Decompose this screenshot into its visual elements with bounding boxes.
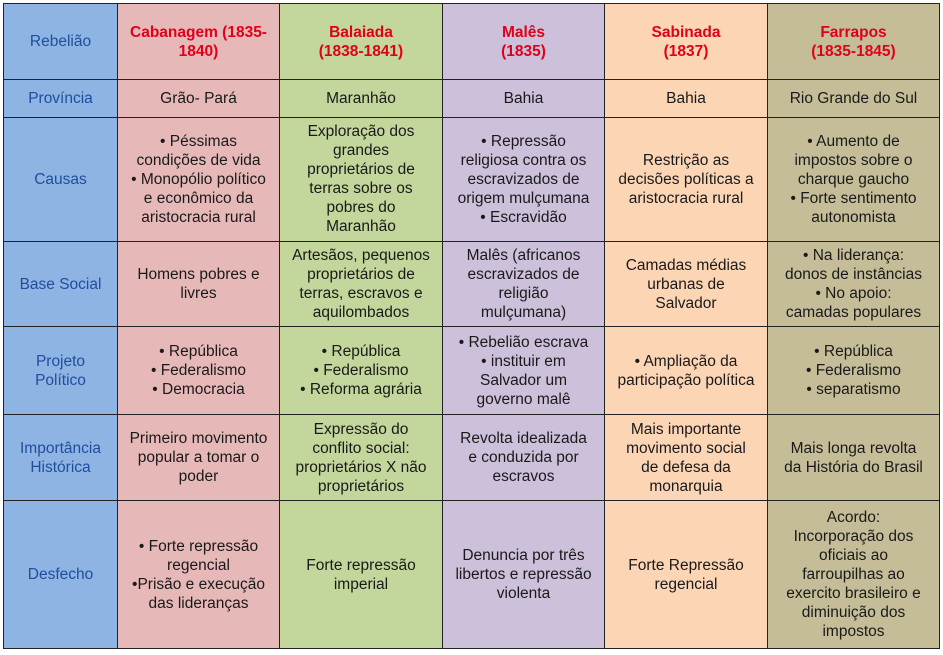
provincia-farrapos: Rio Grande do Sul xyxy=(768,80,940,117)
desfecho-farrapos: Acordo: Incorporação dos oficiais ao farroupilhas ao exercito brasileiro e diminuição dos impostos xyxy=(768,501,940,649)
row-desfecho xyxy=(4,501,940,649)
label-provincia: Província xyxy=(4,80,118,117)
label-importancia: Importância Histórica xyxy=(4,414,118,500)
causas-cabanagem: • Péssimas condições de vida • Monopólio político e econômico da aristocracia rural xyxy=(118,117,280,242)
header-cabanagem: Cabanagem (1835- 1840) xyxy=(118,4,280,80)
projeto-cabanagem: • República • Federalismo • Democracia xyxy=(118,327,280,414)
row-causas xyxy=(4,117,940,242)
label-rebeliao: Rebelião xyxy=(4,4,118,80)
base-social-cabanagem: Homens pobres e livres xyxy=(118,242,280,327)
importancia-cabanagem: Primeiro movimento popular a tomar o poder xyxy=(118,414,280,500)
base-social-balaiada: Artesãos, pequenos proprietários de terras, escravos e aquilombados xyxy=(280,242,443,327)
header-males: Malês (1835) xyxy=(443,4,605,80)
desfecho-balaiada: Forte repressão imperial xyxy=(280,501,443,649)
importancia-sabinada: Mais importante movimento social de defesa da monarquia xyxy=(605,414,768,500)
row-importancia xyxy=(4,414,940,500)
label-causas: Causas xyxy=(4,117,118,242)
base-social-farrapos: • Na liderança: donos de instâncias • No apoio: camadas populares xyxy=(768,242,940,327)
provincia-sabinada: Bahia xyxy=(605,80,768,117)
row-provincia xyxy=(4,80,940,117)
causas-males: • Repressão religiosa contra os escravizados de origem mulçumana • Escravidão xyxy=(443,117,605,242)
provincia-males: Bahia xyxy=(443,80,605,117)
causas-sabinada: Restrição as decisões políticas a aristocracia rural xyxy=(605,117,768,242)
row-rebeliao xyxy=(4,4,940,80)
projeto-balaiada: • República • Federalismo • Reforma agrária xyxy=(280,327,443,414)
row-base-social xyxy=(4,242,940,327)
header-sabinada: Sabinada (1837) xyxy=(605,4,768,80)
projeto-males: • Rebelião escrava • instituir em Salvador um governo malê xyxy=(443,327,605,414)
desfecho-males: Denuncia por três libertos e repressão violenta xyxy=(443,501,605,649)
label-base-social: Base Social xyxy=(4,242,118,327)
provincia-balaiada: Maranhão xyxy=(280,80,443,117)
header-farrapos: Farrapos (1835-1845) xyxy=(768,4,940,80)
desfecho-cabanagem: • Forte repressão regencial •Prisão e execução das lideranças xyxy=(118,501,280,649)
causas-farrapos: • Aumento de impostos sobre o charque gaucho • Forte sentimento autonomista xyxy=(768,117,940,242)
importancia-balaiada: Expressão do conflito social: proprietários X não proprietários xyxy=(280,414,443,500)
header-balaiada: Balaiada (1838-1841) xyxy=(280,4,443,80)
importancia-males: Revolta idealizada e conduzida por escravos xyxy=(443,414,605,500)
rebellions-table xyxy=(3,3,940,649)
importancia-farrapos: Mais longa revolta da História do Brasil xyxy=(768,414,940,500)
label-projeto-politico: Projeto Político xyxy=(4,327,118,414)
projeto-sabinada: • Ampliação da participação política xyxy=(605,327,768,414)
base-social-sabinada: Camadas médias urbanas de Salvador xyxy=(605,242,768,327)
causas-balaiada: Exploração dos grandes proprietários de terras sobre os pobres do Maranhão xyxy=(280,117,443,242)
label-desfecho: Desfecho xyxy=(4,501,118,649)
provincia-cabanagem: Grão- Pará xyxy=(118,80,280,117)
projeto-farrapos: • República • Federalismo • separatismo xyxy=(768,327,940,414)
base-social-males: Malês (africanos escravizados de religião mulçumana) xyxy=(443,242,605,327)
row-projeto-politico xyxy=(4,327,940,414)
desfecho-sabinada: Forte Repressão regencial xyxy=(605,501,768,649)
